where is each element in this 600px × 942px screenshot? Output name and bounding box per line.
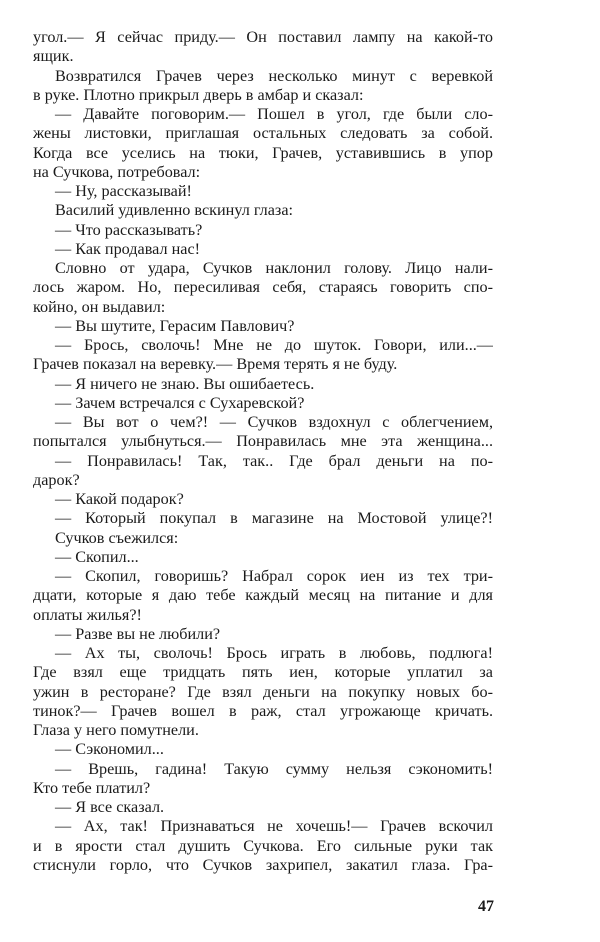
text-line: Где взял еще тридцать пять иен, которые уплатил за	[33, 663, 493, 682]
text-line: — Я все сказал.	[55, 798, 165, 816]
text-line: койно, он выдавил:	[33, 297, 166, 316]
text-line: лось жаром. Но, пересиливая себя, стараясь говорить спо-	[33, 278, 493, 297]
text-line: — Зачем встречался с Сухаревской?	[55, 393, 305, 412]
text-line: и в ярости стал душить Сучкова. Его сильные руки так	[33, 836, 493, 855]
text-line: — Скопил, говоришь? Набрал сорок иен из тех три-	[55, 567, 493, 585]
text-line: попытался улыбнуться.— Понравилась мне эта женщина...	[33, 432, 493, 451]
text-line: — Что рассказывать?	[55, 220, 203, 239]
text-line: — Ах ты, сволочь! Брось играть в любовь, подлюга!	[55, 644, 493, 662]
text-line: — Как продавал нас!	[55, 239, 201, 258]
text-line: угол.— Я сейчас приду.— Он поставил лампу на какой-то	[33, 28, 493, 46]
text-line: — Ну, рассказывай!	[55, 182, 192, 200]
text-line: жены листовки, приглашая остальных следовать за собой.	[33, 124, 493, 143]
text-line: — Врешь, гадина! Такую сумму нельзя сэкономить!	[55, 759, 493, 778]
text-line: — Ах, так! Признаваться не хочешь!— Грачев вскочил	[55, 817, 493, 836]
text-line: оплаты жилья?!	[33, 605, 142, 624]
text-line: Возвратился Грачев через несколько минут с веревкой	[55, 66, 493, 85]
text-line: тинок?— Грачев вошел в раж, стал угрожающе кричать.	[33, 701, 493, 720]
text-line: — Сэкономил...	[55, 740, 164, 759]
text-line: Сучков съежился:	[55, 528, 179, 547]
text-line: на Сучкова, потребовал:	[33, 162, 201, 181]
text-line: — Вы вот о чем?! — Сучков вздохнул с облегчением,	[55, 413, 493, 431]
text-line: — Какой подарок?	[55, 490, 184, 508]
text-line: ящик.	[33, 47, 74, 66]
text-line: — Вы шутите, Герасим Павлович?	[55, 316, 295, 335]
text-line: — Брось, сволочь! Мне не до шуток. Говори, или...—	[55, 336, 493, 354]
text-line: — Давайте поговорим.— Пошел в угол, где были сло-	[55, 105, 493, 123]
text-line: Глаза у него помутнели.	[33, 721, 199, 739]
text-line: — Понравилась! Так, так.. Где брал деньги на по-	[55, 451, 493, 470]
text-line: — Разве вы не любили?	[55, 624, 221, 643]
text-line: — Я ничего не знаю. Вы ошибаетесь.	[55, 374, 315, 393]
text-line: в руке. Плотно прикрыл дверь в амбар и сказал:	[33, 85, 364, 104]
text-line: Кто тебе платил?	[33, 778, 151, 797]
text-line: Когда все уселись на тюки, Грачев, уставившись в упор	[33, 143, 493, 162]
text-line: стиснули горло, что Сучков захрипел, закатил глаза. Гра-	[33, 855, 493, 874]
text-line: — Скопил...	[55, 547, 139, 566]
text-line: Словно от удара, Сучков наклонил голову. Лицо нали-	[55, 259, 493, 277]
text-line: — Который покупал в магазине на Мостовой улице?!	[55, 509, 493, 528]
text-line: дарок?	[33, 470, 80, 489]
page-number: 47	[478, 898, 494, 915]
text-line: дцати, которые я даю тебе каждый месяц на питание и для	[33, 586, 493, 605]
text-line: ужин в ресторане? Где взял деньги на покупку новых бо-	[33, 682, 493, 701]
text-line: Василий удивленно вскинул глаза:	[55, 201, 293, 220]
text-line: Грачев показал на веревку.— Время терять я не буду.	[33, 355, 398, 374]
book-page-text	[33, 28, 493, 875]
